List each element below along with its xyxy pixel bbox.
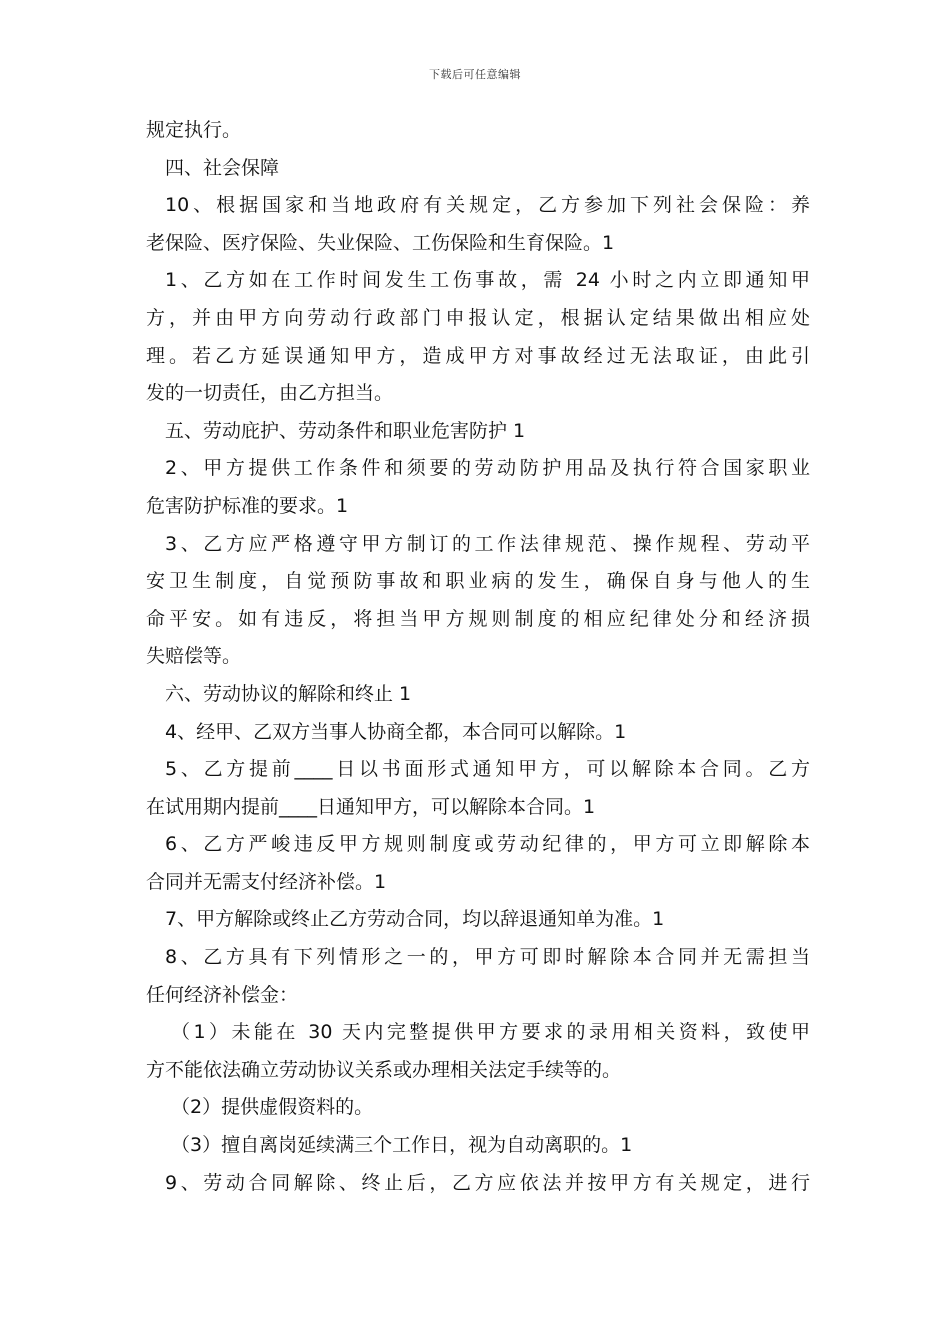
text-line: 四、社会保障 <box>165 156 280 179</box>
text-line: 任何经济补偿金： <box>146 983 299 1006</box>
text-line: 发的一切责任，由乙方担当。 <box>146 382 394 405</box>
text-line: 9、劳动合同解除、终止后，乙方应依法并按甲方有关规定，进行 <box>165 1171 810 1194</box>
text-line: 方，并由甲方向劳动行政部门申报认定，根据认定结果做出相应处 <box>146 306 810 329</box>
text-line: 五、劳动庇护、劳动条件和职业危害防护 1 <box>165 419 526 442</box>
text-line: 安卫生制度，自觉预防事故和职业病的发生，确保自身与他人的生 <box>146 570 810 593</box>
text-line: 3、乙方应严格遵守甲方制订的工作法律规范、操作规程、劳动平 <box>165 532 810 555</box>
text-line: 在试用期内提前____日通知甲方，可以解除本合同。1 <box>146 795 596 818</box>
text-line: 5、乙方提前____日以书面形式通知甲方，可以解除本合同。乙方 <box>165 758 810 781</box>
text-line: 危害防护标准的要求。1 <box>146 494 349 517</box>
document-body <box>146 112 810 1202</box>
text-line: 8、乙方具有下列情形之一的，甲方可即时解除本合同并无需担当 <box>165 946 810 969</box>
text-line: 10、根据国家和当地政府有关规定，乙方参加下列社会保险：养 <box>165 194 810 217</box>
text-line: 规定执行。 <box>146 119 242 141</box>
text-line: 4、经甲、乙双方当事人协商全都，本合同可以解除。1 <box>165 720 627 743</box>
text-line: 理。若乙方延误通知甲方，造成甲方对事故经过无法取证，由此引 <box>146 344 810 367</box>
text-line: 7、甲方解除或终止乙方劳动合同，均以辞退通知单为准。1 <box>165 908 665 931</box>
text-line: 六、劳动协议的解除和终止 1 <box>165 682 412 705</box>
page-header: 下载后可任意编辑 <box>429 68 521 81</box>
text-line: 命平安。如有违反，将担当甲方规则制度的相应纪律处分和经济损 <box>146 607 810 630</box>
text-line: 1、乙方如在工作时间发生工伤事故，需 24 小时之内立即通知甲 <box>165 269 810 292</box>
text-line: 老保险、医疗保险、失业保险、工伤保险和生育保险。1 <box>146 231 615 254</box>
text-line: 合同并无需支付经济补偿。1 <box>146 870 387 893</box>
text-line: 6、乙方严峻违反甲方规则制度或劳动纪律的，甲方可立即解除本 <box>165 833 810 856</box>
text-line: （2）提供虚假资料的。 <box>171 1096 374 1119</box>
text-line: 2、甲方提供工作条件和须要的劳动防护用品及执行符合国家职业 <box>165 457 810 480</box>
text-line: （3）擅自离岗延续满三个工作日，视为自动离职的。1 <box>171 1134 633 1157</box>
text-line: 失赔偿等。 <box>146 645 242 668</box>
text-line: 方不能依法确立劳动协议关系或办理相关法定手续等的。 <box>146 1058 622 1081</box>
text-line: （1）未能在 30 天内完整提供甲方要求的录用相关资料，致使甲 <box>171 1021 810 1044</box>
